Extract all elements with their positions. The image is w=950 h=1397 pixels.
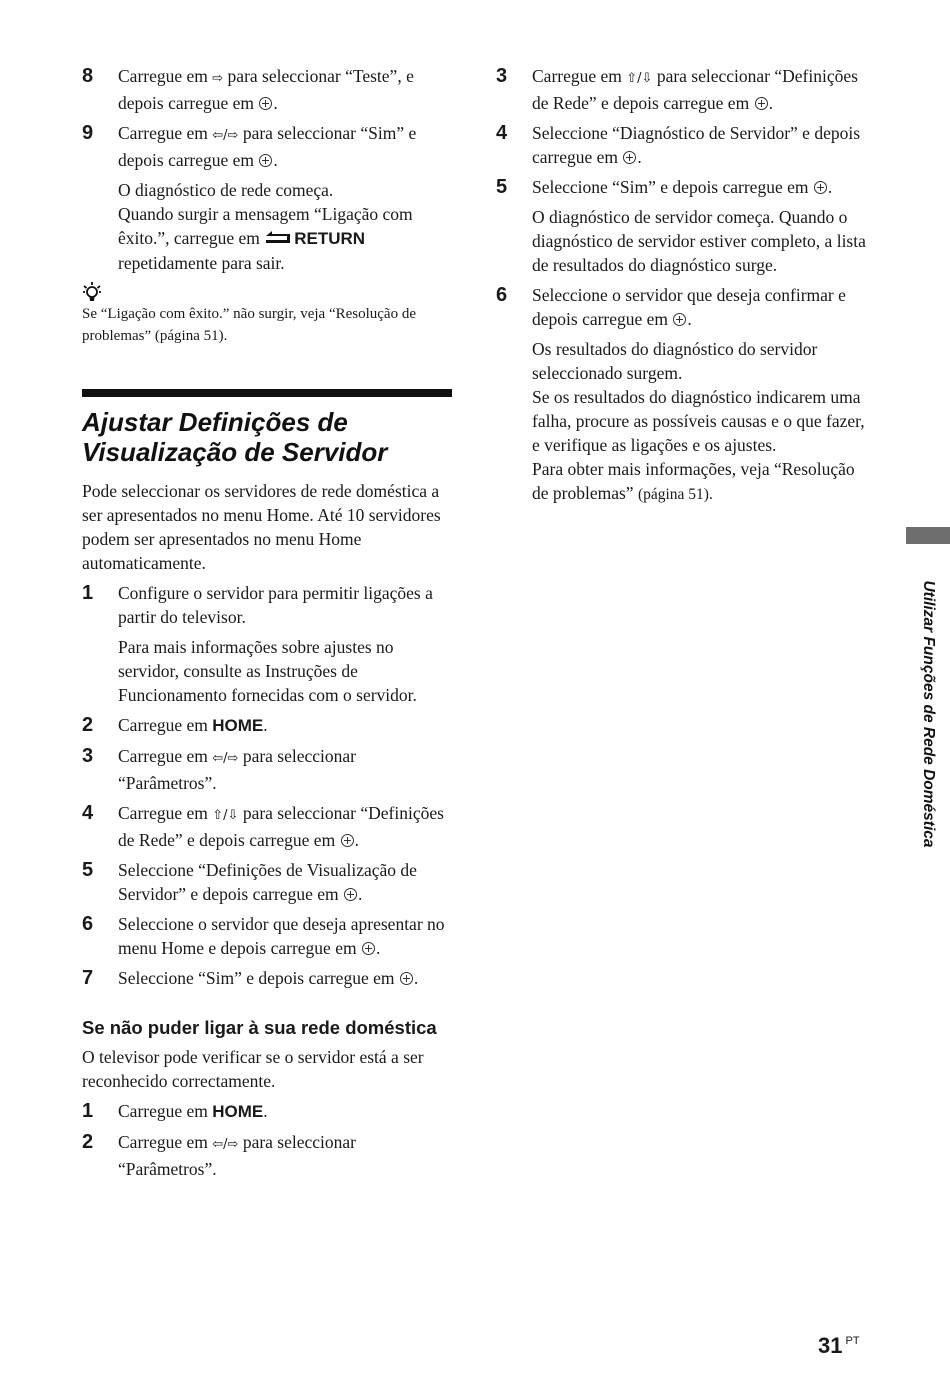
step-text: [118, 121, 454, 172]
step-number: 7: [82, 967, 94, 989]
step-number: 1: [82, 582, 94, 604]
circle-plus-icon: [400, 972, 413, 985]
right-step-3: [496, 64, 868, 115]
step-number: 5: [496, 176, 508, 198]
intro-text: Pode seleccionar os servidores de rede doméstica a ser apresentados no menu Home. Até 10 servidores podem ser apresentados no menu Home automaticamente.: [82, 481, 441, 573]
note-text: O diagnóstico de servidor começa. Quando o diagnóstico de servidor estiver completo, a lista de resultados do diagnóstico surge.: [532, 207, 866, 275]
text: Carregue em: [532, 66, 622, 86]
text: .: [827, 177, 833, 197]
text: para seleccionar “Parâmetros”.: [118, 1132, 356, 1179]
text: .: [263, 715, 268, 735]
circle-plus-icon: [259, 97, 272, 110]
circle-plus-icon: [341, 834, 354, 847]
step-text: [118, 713, 454, 738]
circle-plus-icon: [755, 97, 768, 110]
step-number: 6: [496, 284, 508, 306]
right-step-5: [496, 175, 868, 199]
text: Seleccione “Definições de Visualização de Servidor” e depois carregue em: [118, 860, 417, 904]
text: Carregue em: [118, 1101, 208, 1121]
note-text: Se os resultados do diagnóstico indicarem uma falha, procure as possíveis causas e o que fazer, e verifique as ligações e os ajustes.: [532, 387, 865, 455]
text: para seleccionar “Parâmetros”.: [118, 746, 356, 793]
step-number: 9: [82, 122, 94, 144]
return-label: RETURN: [294, 229, 366, 248]
text: Quando surgir a mensagem “Ligação com êxito.”, carregue em: [118, 204, 413, 248]
circle-plus-icon: [344, 888, 357, 901]
text: Seleccione “Diagnóstico de Servidor” e depois carregue em: [532, 123, 861, 167]
step-4: [82, 801, 454, 852]
step-text: [532, 121, 868, 169]
step-number: 2: [82, 714, 94, 736]
home-label: HOME: [212, 716, 264, 735]
step-6: [82, 912, 454, 960]
left-right-arrows-icon: ⇦/⇨: [212, 128, 239, 143]
text: para seleccionar “Teste”, e depois carregue em: [118, 66, 414, 113]
home-label: HOME: [212, 1102, 264, 1121]
step-text: [118, 1099, 454, 1124]
text: .: [413, 968, 419, 988]
step-text: [118, 912, 454, 960]
note-text: Para mais informações sobre ajustes no servidor, consulte as Instruções de Funcionamento fornecidas com o servidor.: [118, 637, 417, 705]
step-text: [118, 858, 454, 906]
tip-text: Se “Ligação com êxito.” não surgir, veja “Resolução de problemas” (página 51).: [82, 306, 416, 344]
note-text: O diagnóstico de rede começa.: [118, 180, 334, 200]
text: .: [375, 938, 381, 958]
note-text: [532, 457, 868, 507]
circle-plus-icon: [259, 154, 272, 167]
step-text: [118, 1130, 454, 1181]
step-number: 3: [82, 745, 94, 767]
step-number: 2: [82, 1131, 94, 1153]
step-text: Configure o servidor para permitir ligações a partir do televisor.: [118, 583, 433, 627]
circle-plus-icon: [623, 151, 636, 164]
note-text: [118, 202, 454, 275]
right-step-4: [496, 121, 868, 169]
text: para seleccionar “Definições de Rede” e depois carregue em: [532, 66, 858, 113]
lightbulb-hint-icon: [82, 281, 102, 303]
text: .: [354, 830, 359, 850]
step-text: [532, 64, 868, 115]
step-text: [532, 283, 868, 331]
return-arrow-icon: [264, 230, 292, 246]
step-number: 3: [496, 65, 508, 87]
left-right-arrows-icon: ⇦/⇨: [212, 1137, 239, 1152]
text: Seleccione “Sim” e depois carregue em: [118, 968, 395, 988]
step-9: [82, 121, 454, 172]
sub-step-2: [82, 1130, 454, 1181]
text: .: [768, 93, 773, 113]
page-number: [818, 1333, 860, 1359]
step-1: [82, 581, 454, 629]
text: Carregue em: [118, 1132, 208, 1152]
step-text: [118, 966, 454, 990]
hint-box: [82, 281, 454, 347]
right-step-6-notes: [496, 337, 868, 507]
circle-plus-icon: [814, 181, 827, 194]
right-step-6: [496, 283, 868, 331]
up-down-arrows-icon: ⇧/⇩: [626, 71, 653, 86]
text: para seleccionar “Definições de Rede” e depois carregue em: [118, 803, 444, 850]
section-heading: Ajustar Definições de Visualização de Servidor: [82, 407, 388, 467]
text: Carregue em: [118, 123, 208, 143]
text: .: [273, 150, 278, 170]
note-text: Os resultados do diagnóstico do servidor seleccionado surgem.: [532, 339, 818, 383]
text: Seleccione “Sim” e depois carregue em: [532, 177, 809, 197]
step-text: [118, 744, 454, 795]
step-number: 5: [82, 859, 94, 881]
left-column: [82, 64, 454, 1181]
text: Seleccione o servidor que deseja apresentar no menu Home e depois carregue em: [118, 914, 445, 958]
left-right-arrows-icon: ⇦/⇨: [212, 751, 239, 766]
step-2: [82, 713, 454, 738]
step-number: 4: [82, 802, 94, 824]
step-5: [82, 858, 454, 906]
step-text: [118, 64, 454, 115]
text: .: [263, 1101, 268, 1121]
text: .: [273, 93, 278, 113]
side-section-label: Utilizar Funções de Rede Doméstica: [920, 580, 937, 848]
text: (página 51).: [637, 486, 713, 503]
right-arrow-icon: ⇨: [212, 71, 224, 86]
up-down-arrows-icon: ⇧/⇩: [212, 808, 239, 823]
text: Carregue em: [118, 803, 208, 823]
text: Para obter mais informações, veja “Resolução de problemas”: [532, 459, 855, 503]
subsection-heading: Se não puder ligar à sua rede doméstica: [82, 1017, 437, 1038]
text: .: [637, 147, 642, 167]
sub-intro-text: O televisor pode verificar se o servidor está a ser reconhecido correctamente.: [82, 1047, 424, 1091]
page-language: PT: [845, 1335, 860, 1347]
section-rule: [82, 389, 452, 397]
right-column: [496, 64, 868, 507]
text: .: [687, 309, 692, 329]
step-number: 4: [496, 122, 508, 144]
text: .: [357, 884, 363, 904]
text: para seleccionar “Sim” e depois carregue em: [118, 123, 417, 170]
step-8: [82, 64, 454, 115]
page-number-value: 31: [818, 1333, 843, 1358]
circle-plus-icon: [673, 313, 686, 326]
step-9-notes: [82, 178, 454, 275]
step-7: [82, 966, 454, 990]
text: Seleccione o servidor que deseja confirmar e depois carregue em: [532, 285, 846, 329]
section-tab-marker: [906, 527, 950, 544]
circle-plus-icon: [362, 942, 375, 955]
step-text: [118, 801, 454, 852]
text: Carregue em: [118, 66, 208, 86]
step-number: 8: [82, 65, 94, 87]
step-number: 1: [82, 1100, 94, 1122]
step-number: 6: [82, 913, 94, 935]
sub-step-1: [82, 1099, 454, 1124]
step-3: [82, 744, 454, 795]
text: Carregue em: [118, 746, 208, 766]
text: repetidamente para sair.: [118, 253, 285, 273]
text: Carregue em: [118, 715, 208, 735]
step-text: [532, 175, 868, 199]
